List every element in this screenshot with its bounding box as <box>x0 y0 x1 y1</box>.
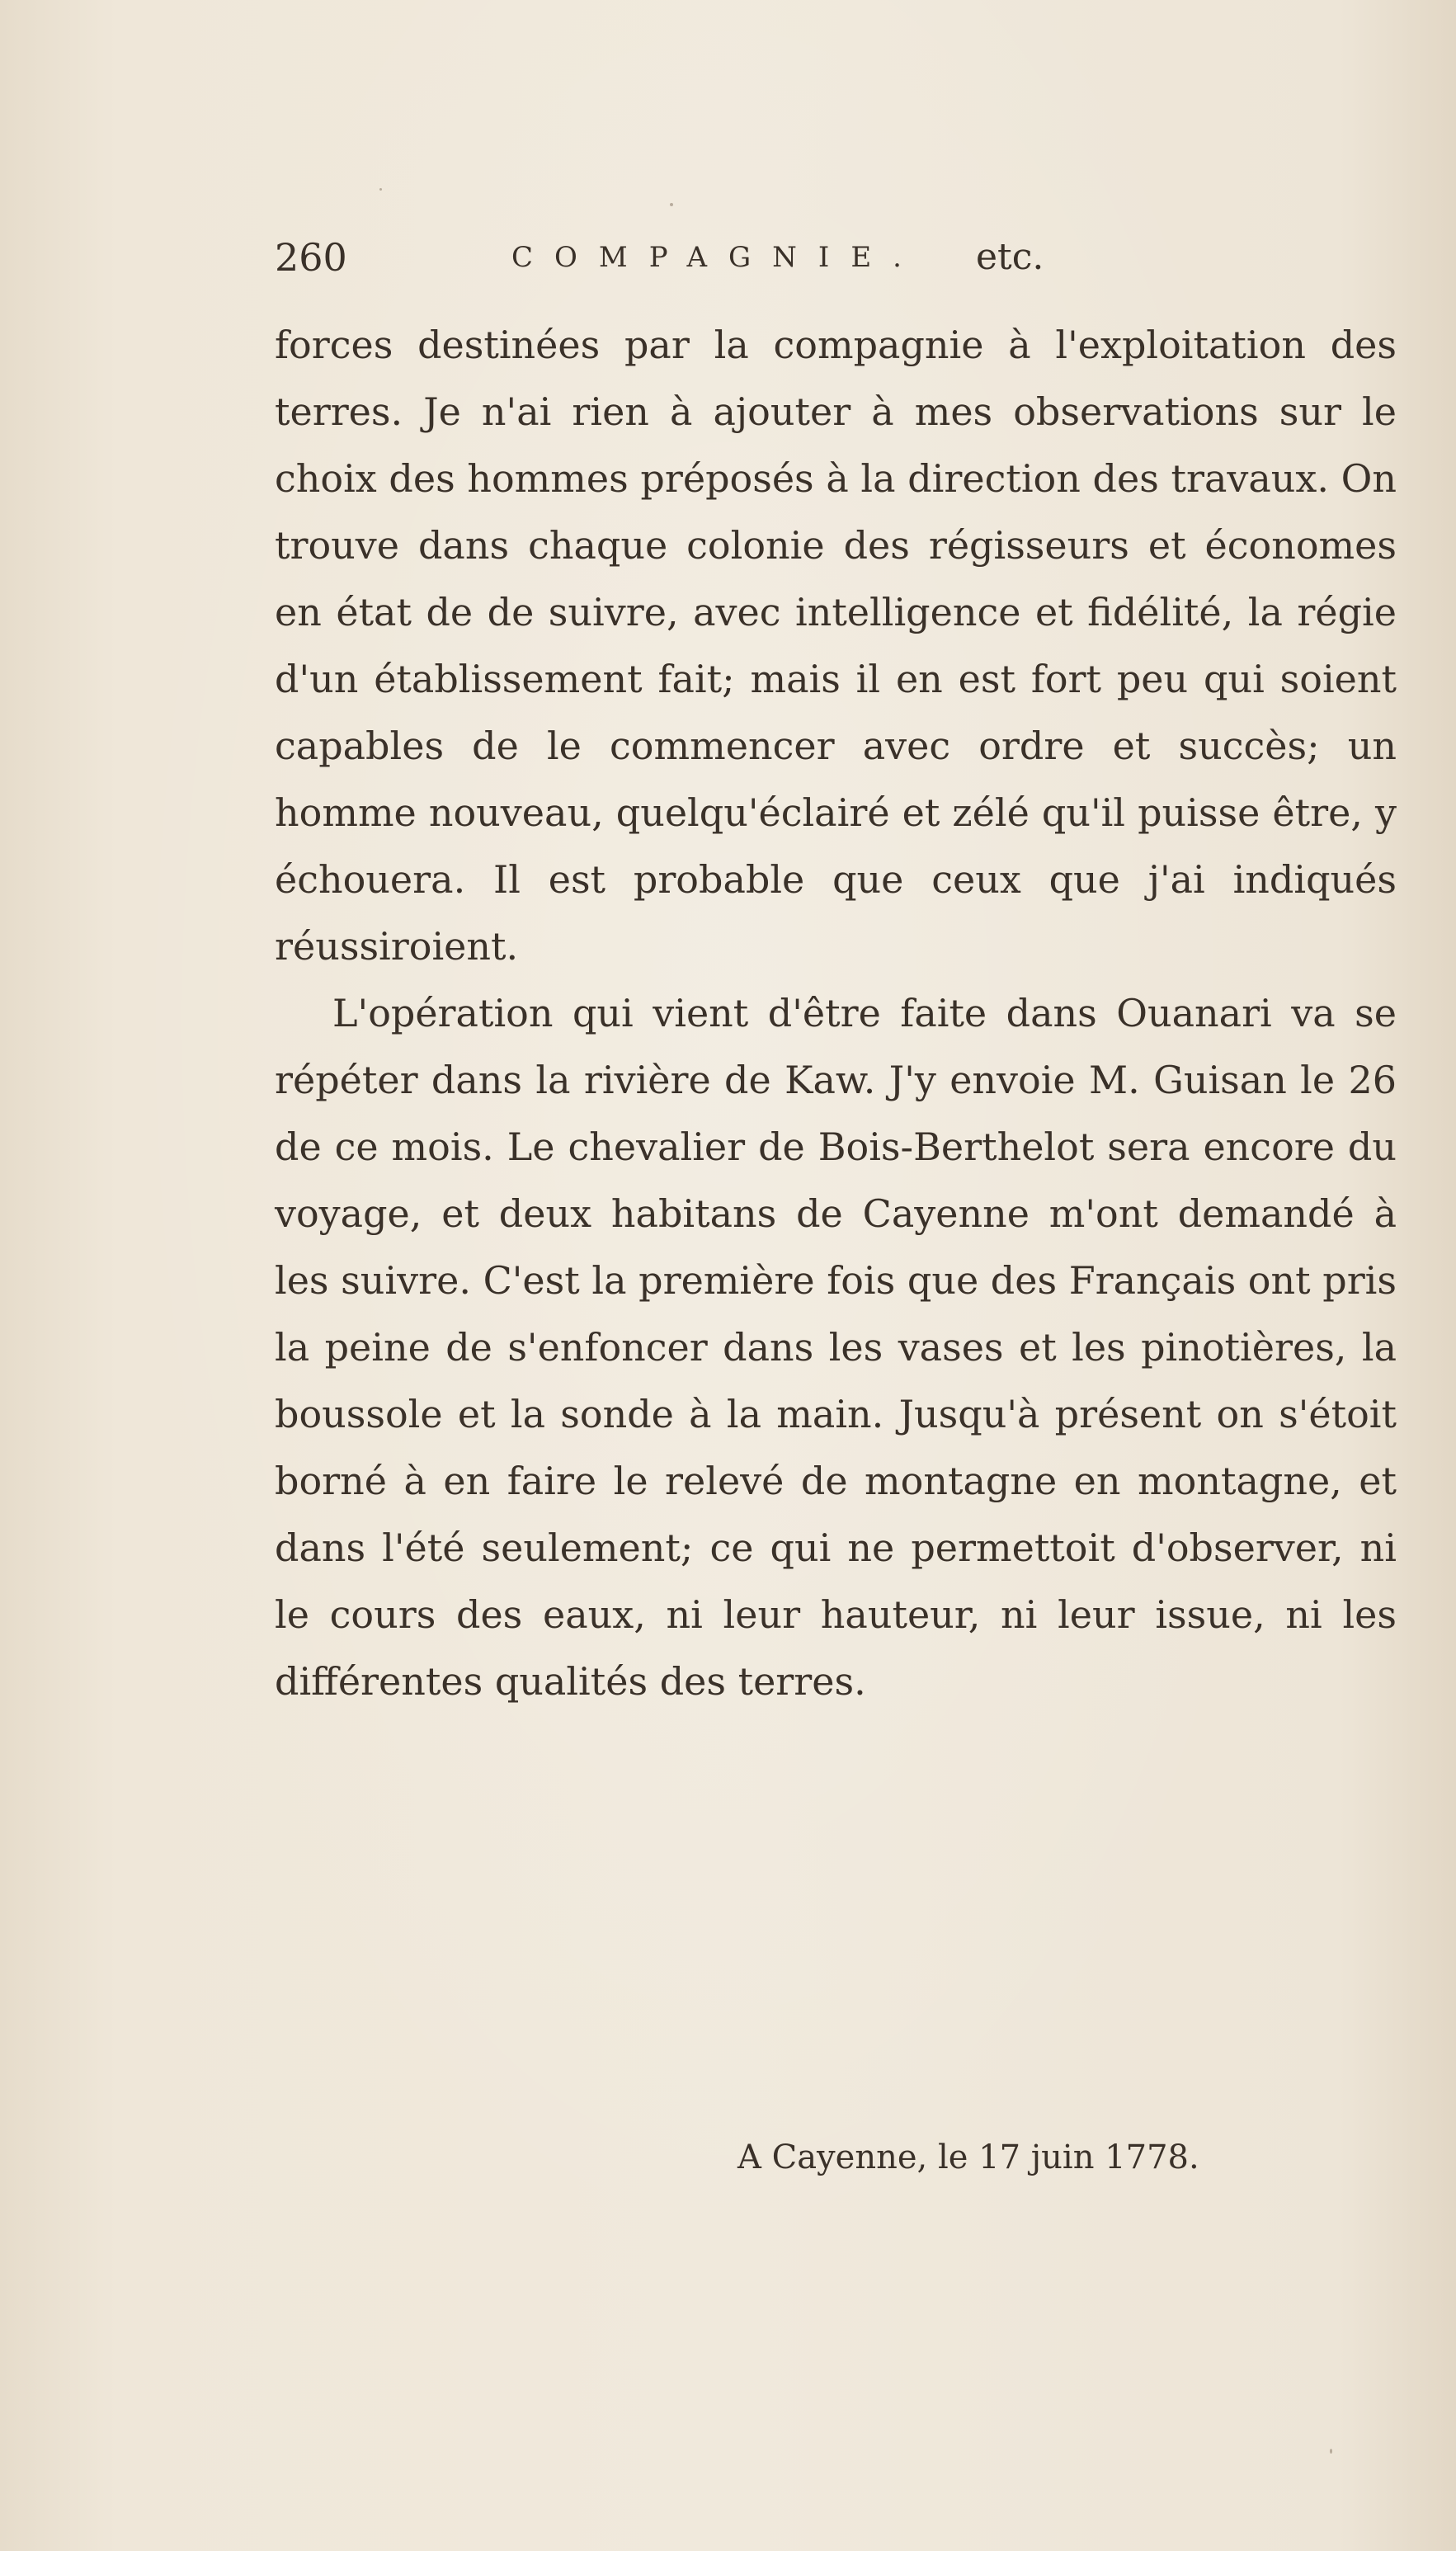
body-text <box>275 312 1397 1715</box>
page-number: 260 <box>275 235 347 280</box>
running-head-etc: etc. <box>976 236 1044 278</box>
paper-speck <box>670 203 673 206</box>
paper-speck <box>1330 2449 1332 2454</box>
dateline: A Cayenne, le 17 juin 1778. <box>737 2138 1199 2176</box>
page-header <box>275 224 1265 290</box>
paper-speck <box>379 188 382 191</box>
running-head: COMPAGNIE. <box>511 241 923 274</box>
paragraph: L'opération qui vient d'être faite dans Ouanari va se répéter dans la rivière de Kaw. J'y envoie M. Guisan le 26 de ce mois. Le chevalier de Bois-Berthelot sera encore du voyage, et deux habitans de Cayenne m'ont demandé à les suivre. C'est la première fois que des Français ont pris la peine de s'enfoncer dans les vases et les pinotières, la boussole et la sonde à la main. Jusqu'à présent on s'étoit borné à en faire le relevé de montagne en montagne, et dans l'été seulement; ce qui ne permettoit d'observer, ni le cours des eaux, ni leur hauteur, ni leur issue, ni les différentes qualités des terres. <box>275 991 1397 1704</box>
paragraph: forces destinées par la compagnie à l'exploitation des terres. Je n'ai rien à ajouter à mes observations sur le choix des hommes préposés à la direction des travaux. On trouve dans chaque colonie des régisseurs et économes en état de de suivre, avec intelligence et fidélité, la régie d'un établissement fait; mais il en est fort peu qui soient capables de le commencer avec ordre et succès; un homme nouveau, quelqu'éclairé et zélé qu'il puisse être, y échouera. Il est probable que ceux que j'ai indiqués réussiroient. <box>275 323 1397 969</box>
